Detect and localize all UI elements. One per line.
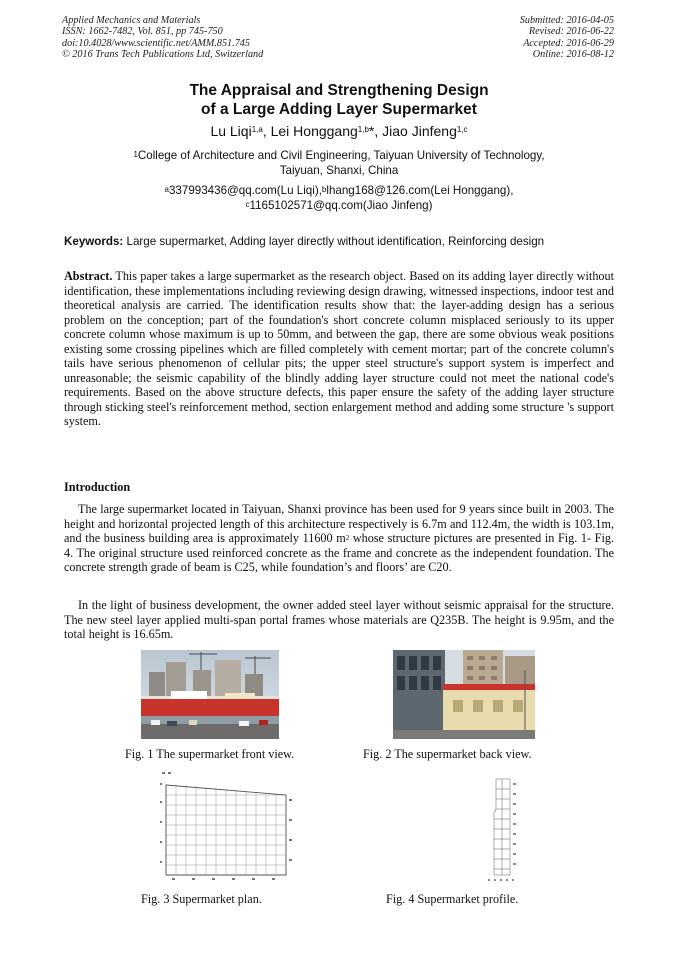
figure-4-profile-drawing (476, 775, 524, 887)
figure-2-caption: Fig. 2 The supermarket back view. (363, 747, 532, 761)
date-revised: Revised: 2016-06-22 (528, 26, 614, 38)
figure-1-front-view-photo (141, 650, 279, 739)
author-name: Jiao Jinfeng (382, 123, 457, 139)
journal-issn: ISSN: 1662-7482, Vol. 851, pp 745-750 (62, 26, 223, 38)
email-sup: b (321, 185, 327, 194)
affiliation-sup: 1 (133, 150, 138, 159)
date-submitted: Submitted: 2016-04-05 (519, 15, 614, 26)
affiliation-line-1: College of Architecture and Civil Engineering, Taiyuan University of Technology, (137, 149, 545, 162)
figure-3-plan-drawing (158, 771, 296, 885)
intro-paragraph-1 (64, 502, 614, 575)
author-sup: 1,c (456, 125, 468, 134)
intro-p1-part-a: The large supermarket located in Taiyuan, Shanxi province has been used for 9 years since built in 2003. The height and horizontal projected length of this architecture respectively is 6.7m and 112.4m, the width is 103.1m, and the business building area is approximately 11600 m (64, 502, 614, 545)
author-name: Lu Liqi (210, 123, 252, 139)
email-b: lhang168@126.com(Lei Honggang), (326, 184, 514, 197)
affiliation (0, 149, 678, 178)
journal-info (62, 15, 263, 61)
date-accepted: Accepted: 2016-06-29 (523, 37, 614, 49)
author-sep: , (374, 123, 383, 139)
corresponding-mark: * (368, 123, 375, 139)
email-sup: c (245, 199, 250, 209)
date-online: Online: 2016-08-12 (532, 49, 614, 61)
journal-name: Applied Mechanics and Materials (62, 15, 201, 26)
author-emails (0, 184, 678, 213)
author-sup: 1,a (251, 125, 263, 134)
paper-title (0, 81, 678, 119)
author-sep: , (262, 123, 271, 139)
journal-doi: doi:10.4028/www.scientific.net/AMM.851.745 (62, 37, 250, 49)
email-c: 1165102571@qq.com(Jiao Jinfeng) (249, 198, 433, 212)
keywords (64, 235, 624, 249)
title-line-2: of a Large Adding Layer Supermarket (201, 101, 477, 118)
keywords-text: Large supermarket, Adding layer directly without identification, Reinforcing design (123, 235, 545, 248)
figure-4-caption: Fig. 4 Supermarket profile. (386, 892, 519, 906)
email-a: 337993436@qq.com(Lu Liqi), (168, 184, 322, 197)
submission-dates (520, 15, 614, 61)
section-heading-introduction: Introduction (64, 480, 131, 494)
intro-paragraph-2: In the light of business development, the owner added steel layer without seismic appraisal for the structure. The new steel layer applied multi-span portal frames whose materials are Q235B. The height is 9.95m, and the total height is 16.65m. (64, 598, 614, 641)
keywords-label: Keywords: (64, 235, 124, 248)
figure-1-caption: Fig. 1 The supermarket front view. (125, 747, 295, 761)
intro-p1-part-b: whose structure pictures are presented in Fig. 1- Fig. 4. The original structure used reinforced concrete as the frame and concrete as the independent foundation. The concrete strength grade of beam is C25, while foundation’s and floors’ are C20. (64, 531, 614, 574)
abstract (64, 269, 614, 429)
author-list (0, 122, 678, 140)
abstract-text: This paper takes a large supermarket as the research object. Based on its adding layer directly without identification, these implementations including reviewing design drawing, witnessed inspections, indoor test and theoretical analysis are carried. The identification results show that: the layer-adding design has a serious problem on the conception; part of the foundation's short concrete column misplaced seriously to its upper concrete column whose maximum is up to 50mm, and between the gap, there are some obvious weak positions existing some crossing pipelines which are filled completely with cement mortar; part of the concrete column's tails have serious phenomenon of cellular pits; the upper steel structure's support system is imperfect and unreasonable; the seismic capability of the blindly adding layer structure could not meet the national code's requirements. Based on the above structure defects, this paper ensure the safety of the adding layer structure through sticking steel's reinforcement method, section enlargement method and adding some structure 's support system. (64, 269, 614, 428)
intro-p1-sup: 2 (345, 534, 350, 542)
email-sup: a (164, 185, 169, 194)
figure-2-back-view-photo (393, 650, 535, 739)
figure-3-caption: Fig. 3 Supermarket plan. (141, 892, 262, 906)
author-name: Lei Honggang (270, 123, 358, 139)
journal-copyright: © 2016 Trans Tech Publications Ltd, Switzerland (62, 49, 264, 61)
title-line-1: The Appraisal and Strengthening Design (189, 82, 489, 99)
affiliation-line-2: Taiyuan, Shanxi, China (279, 163, 399, 177)
abstract-label: Abstract. (64, 269, 113, 283)
author-sup: 1,b (357, 125, 369, 134)
